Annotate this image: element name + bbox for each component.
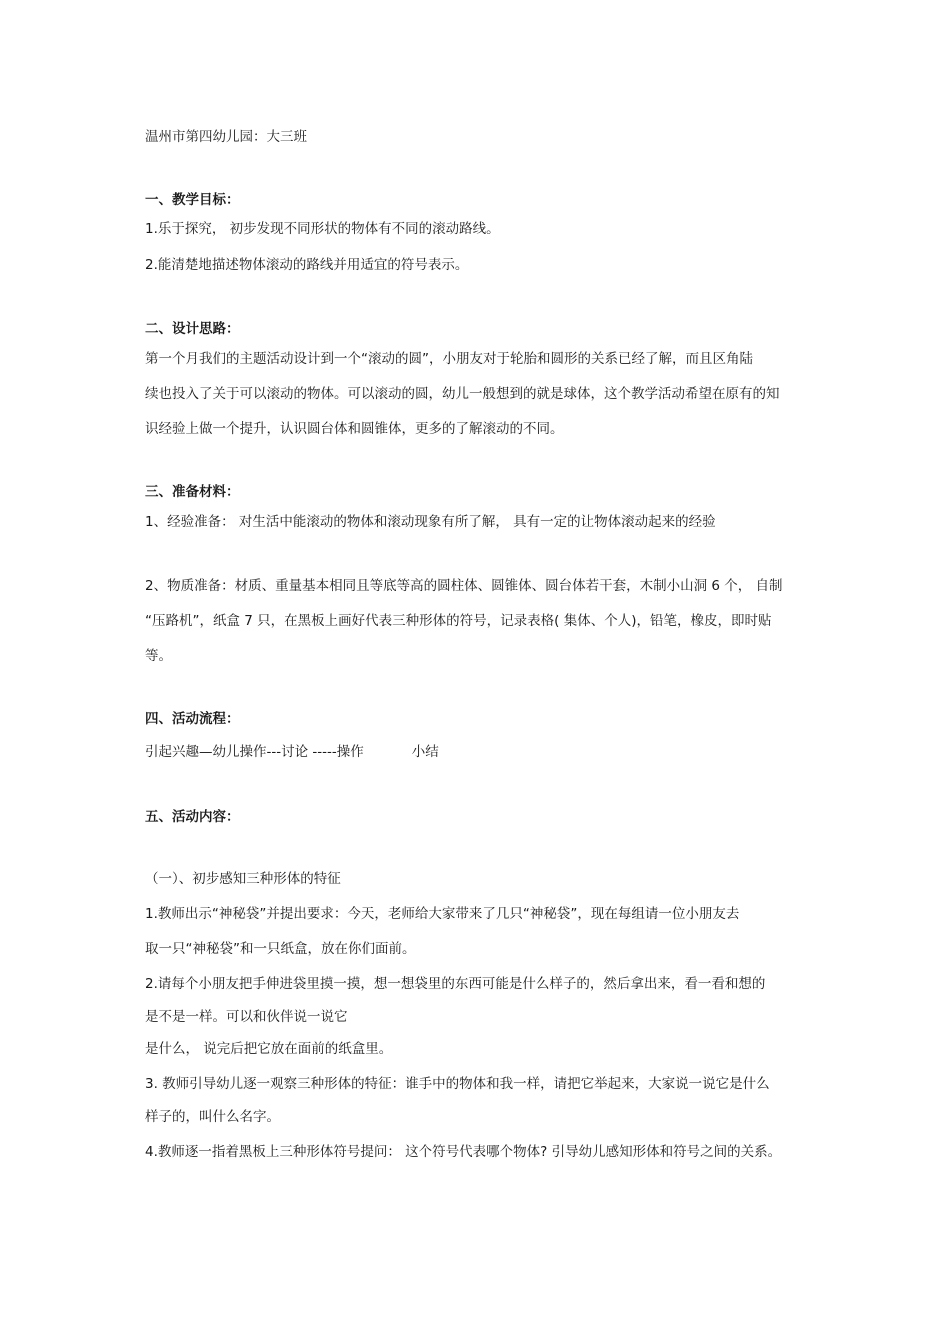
section-1-title: 一、教学目标： [145,192,240,208]
content-line-1: 1.教师出示“神秘袋”并提出要求：今天，老师给大家带来了几只“神秘袋”，现在每组请一位小朋友去 [145,906,740,922]
content-line-5: 是什么， 说完后把它放在面前的纸盒里。 [145,1041,393,1057]
content-line-8: 4.教师逐一指着黑板上三种形体符号提问： 这个符号代表哪个物体? 引导幼儿感知形体和符号之间的关系。 [145,1144,782,1160]
design-line-1: 第一个月我们的主题活动设计到一个“滚动的圆”，小朋友对于轮胎和圆形的关系已经了解，而且区角陆 [145,351,753,367]
goal-item-2: 2.能清楚地描述物体滚动的路线并用适宜的符号表示。 [145,257,469,273]
design-line-2: 续也投入了关于可以滚动的物体。可以滚动的圆，幼儿一般想到的就是球体，这个教学活动希望在原有的知 [145,386,780,402]
material-item-1: 1、经验准备： 对生活中能滚动的物体和滚动现象有所了解， 具有一定的让物体滚动起来的经验 [145,514,716,530]
material-item-2-line-2: “压路机”，纸盒 7 只，在黑板上画好代表三种形体的符号，记录表格( 集体、个人)，铅笔，橡皮，即时贴 [145,613,772,629]
content-line-7: 样子的，叫什么名字。 [145,1109,280,1125]
flow-summary: 小结 [411,744,439,760]
section-5-title: 五、活动内容： [145,809,240,825]
section-2-title: 二、设计思路： [145,321,240,337]
content-line-4: 是不是一样。可以和伙伴说一说它 [145,1009,348,1025]
material-item-2-line-1: 2、物质准备：材质、重量基本相同且等底等高的圆柱体、圆锥体、圆台体若干套，木制小山洞 6 个， 自制 [145,578,783,594]
content-line-2: 取一只“神秘袋”和一只纸盒，放在你们面前。 [145,941,416,957]
goal-item-1: 1.乐于探究， 初步发现不同形状的物体有不同的滚动路线。 [145,221,500,237]
content-line-6: 3. 教师引导幼儿逐一观察三种形体的特征：谁手中的物体和我一样，请把它举起来，大家说一说它是什么 [145,1076,770,1092]
flow-line [145,743,439,761]
school-header: 温州市第四幼儿园：大三班 [145,129,307,145]
part-1-title: （一）、初步感知三种形体的特征 [145,871,341,887]
section-4-title: 四、活动流程： [145,711,240,727]
content-line-3: 2.请每个小朋友把手伸进袋里摸一摸，想一想袋里的东西可能是什么样子的，然后拿出来，看一看和想的 [145,976,766,992]
flow-steps: 引起兴趣—幼儿操作---讨论 -----操作 [145,744,364,760]
material-item-2-line-3: 等。 [145,648,172,664]
design-line-3: 识经验上做一个提升，认识圆台体和圆锥体，更多的了解滚动的不同。 [145,421,564,437]
section-3-title: 三、准备材料： [145,484,240,500]
